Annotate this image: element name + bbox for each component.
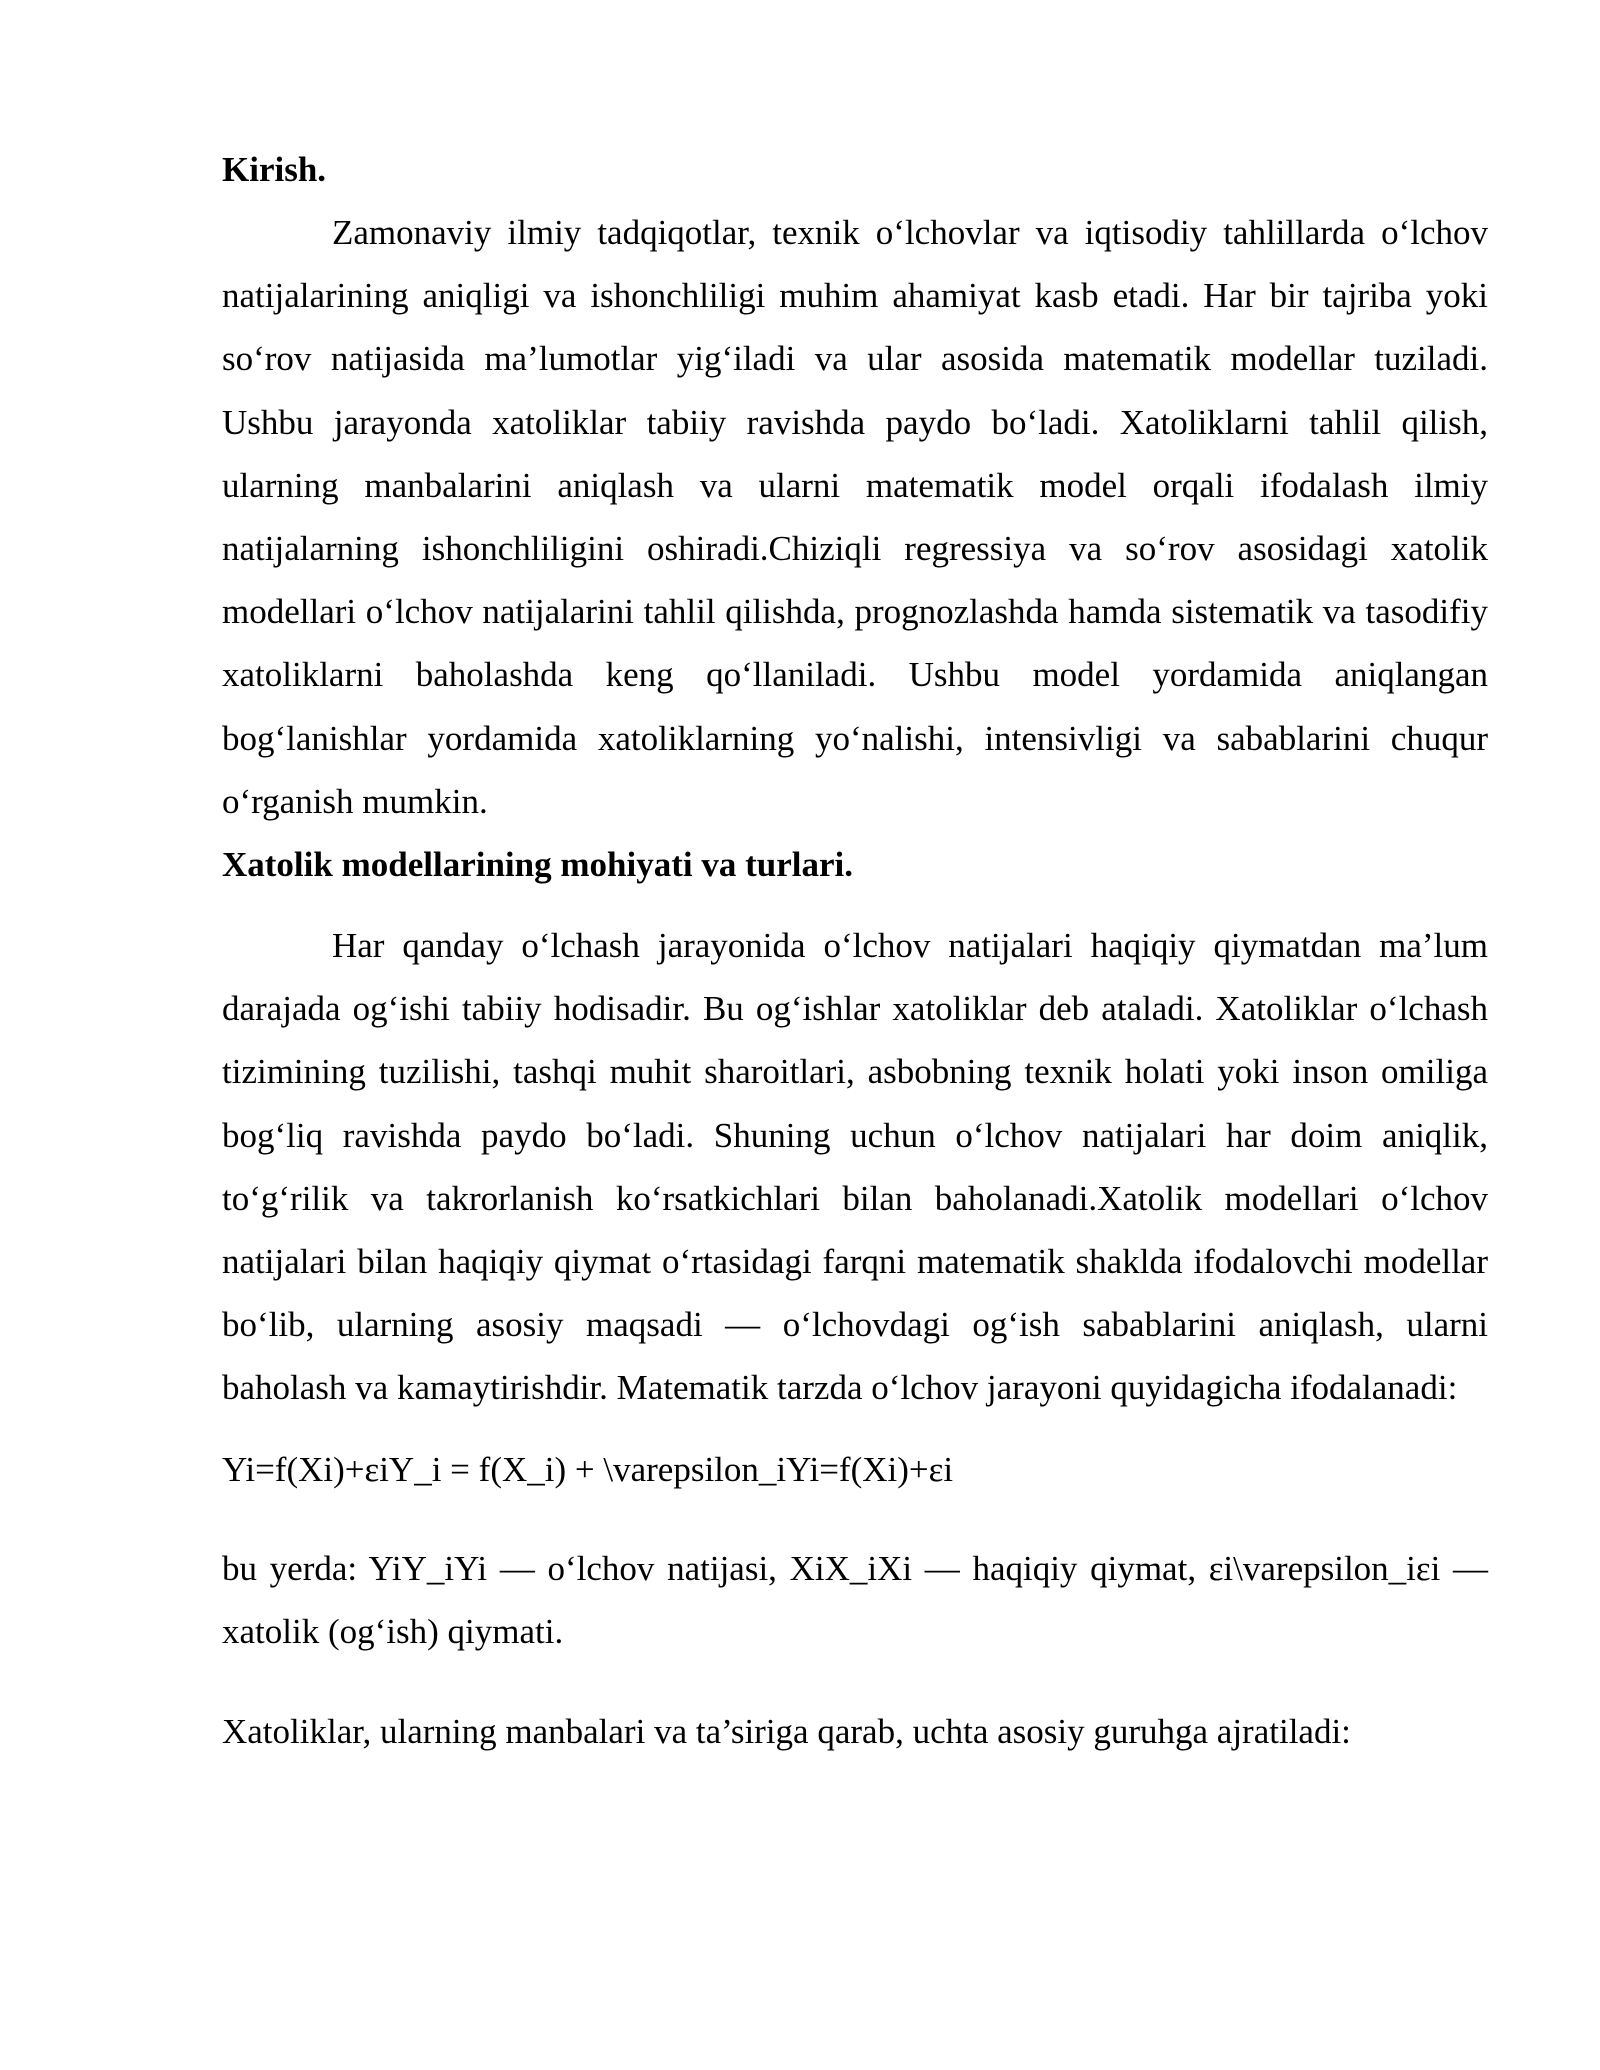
intro-heading: Kirish. bbox=[222, 150, 327, 189]
classification-sentence: Xatoliklar, ularning manbalari va ta’siriga qarab, uchta asosiy guruhga ajratiladi: bbox=[222, 1712, 1351, 1752]
section-heading: Xatolik modellarining mohiyati va turlari. bbox=[222, 845, 853, 885]
section-paragraph: Har qanday o‘lchash jarayonida o‘lchov natijalari haqiqiy qiymatdan ma’lum darajada og‘ishi tabiiy hodisadir. Bu og‘ishlar xatoliklar deb ataladi. Xatoliklar o‘lchash tizimining tuzilishi, tashqi muhit sharoitlari, asbobning texnik holati yoki inson omiliga bog‘liq ravishda paydo bo‘ladi. Shuning uchun o‘lchov natijalari har doim aniqlik, to‘g‘rilik va takrorlanish ko‘rsatkichlari bilan baholanadi.Xatolik modellari o‘lchov natijalari bilan haqiqiy qiymat o‘rtasidagi farqni matematik shaklda ifodalovchi modellar bo‘lib, ularning asosiy maqsadi — o‘lchovdagi og‘ish sabablarini aniqlash, ularni baholash va kamaytirishdir. Matematik tarzda o‘lchov jarayoni quyidagicha ifodalanadi: bbox=[222, 926, 1488, 1408]
document-page bbox=[222, 138, 1488, 1763]
formula-explanation: bu yerda: YiY_iYi — o‘lchov natijasi, XiX_iXi — haqiqiy qiymat, εi\varepsilon_iεi — xatolik (og‘ish) qiymati. bbox=[222, 1548, 1488, 1651]
intro-paragraph: Zamonaviy ilmiy tadqiqotlar, texnik o‘lchovlar va iqtisodiy tahlillarda o‘lchov natijalarining aniqligi va ishonchliligi muhim ahamiyat kasb etadi. Har bir tajriba yoki so‘rov natijasida ma’lumotlar yig‘iladi va ular asosida matematik modellar tuziladi. Ushbu jarayonda xatoliklar tabiiy ravishda paydo bo‘ladi. Xatoliklarni tahlil qilish, ularning manbalarini aniqlash va ularni matematik model orqali ifodalash ilmiy natijalarning ishonchliligini oshiradi.Chiziqli regressiya va so‘rov asosidagi xatolik modellari o‘lchov natijalarini tahlil qilishda, prognozlashda hamda sistematik va tasodifiy xatoliklarni baholashda keng qo‘llaniladi. Ushbu model yordamida aniqlangan bog‘lanishlar yordamida xatoliklarning yo‘nalishi, intensivligi va sabablarini chuqur o‘rganish mumkin. bbox=[222, 213, 1488, 821]
formula: Yi=f(Xi)+εiY_i = f(X_i) + \varepsilon_iYi=f(Xi)+εi bbox=[222, 1449, 954, 1489]
